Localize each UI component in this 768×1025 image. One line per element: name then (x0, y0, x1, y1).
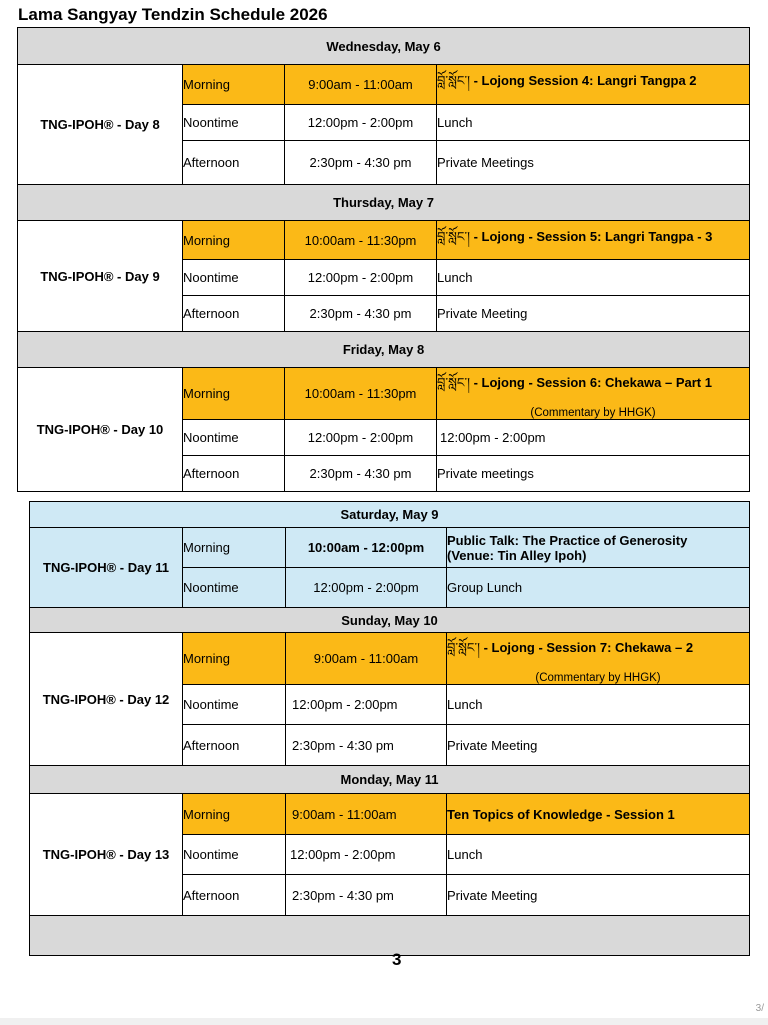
time-cell: 2:30pm - 4:30 pm (285, 456, 437, 492)
activity-cell: Lunch (447, 685, 750, 725)
activity-cell: Lunch (437, 260, 750, 296)
time-cell: 12:00pm - 2:00pm (285, 420, 437, 456)
activity-text: - Lojong Session 4: Langri Tangpa 2 (469, 73, 697, 88)
time-cell: 12:00pm - 2:00pm (286, 685, 447, 725)
activity-cell (447, 528, 750, 568)
activity-cell: Lunch (437, 105, 750, 141)
day-label: TNG-IPOH® - Day 12 (30, 633, 183, 766)
period-cell: Afternoon (183, 296, 285, 332)
day-header: Saturday, May 9 (30, 502, 750, 528)
schedule-table-2 (29, 501, 750, 956)
activity-cell (437, 368, 750, 420)
day-label: TNG-IPOH® - Day 13 (30, 794, 183, 916)
activity-cell (447, 633, 750, 685)
activity-subtext: (Commentary by HHGK) (535, 672, 661, 684)
time-cell: 9:00am - 11:00am (286, 794, 447, 835)
tibetan-text: བློ་སློང་། (437, 376, 470, 391)
period-cell: Noontime (183, 420, 285, 456)
schedule-table-1 (17, 27, 750, 492)
activity-cell: Private meetings (437, 456, 750, 492)
period-cell: Noontime (183, 568, 286, 608)
activity-cell (437, 221, 750, 260)
period-cell: Noontime (183, 105, 285, 141)
activity-text: - Lojong - Session 5: Langri Tangpa - 3 (469, 228, 713, 244)
period-cell: Afternoon (183, 141, 285, 185)
period-cell: Afternoon (183, 456, 285, 492)
activity-cell: Lunch (447, 835, 750, 875)
time-cell: 2:30pm - 4:30 pm (285, 141, 437, 185)
period-cell: Afternoon (183, 875, 286, 916)
activity-text: - Lojong - Session 7: Chekawa – 2 (479, 640, 694, 655)
time-cell: 2:30pm - 4:30 pm (285, 296, 437, 332)
activity-cell: Group Lunch (447, 568, 750, 608)
period-cell: Morning (183, 528, 286, 568)
activity-text-line2: (Venue: Tin Alley Ipoh) (447, 547, 587, 563)
activity-cell: Private Meeting (447, 725, 750, 766)
day-header: Thursday, May 7 (18, 185, 750, 221)
time-cell: 2:30pm - 4:30 pm (286, 875, 447, 916)
day-header: Friday, May 8 (18, 332, 750, 368)
activity-cell: Private Meetings (437, 141, 750, 185)
page-indicator: 3/ (755, 1003, 764, 1014)
period-cell: Morning (183, 65, 285, 105)
time-cell: 12:00pm - 2:00pm (285, 105, 437, 141)
activity-cell (437, 65, 750, 105)
day-label: TNG-IPOH® - Day 11 (30, 528, 183, 608)
activity-cell: 12:00pm - 2:00pm (437, 420, 750, 456)
time-cell: 9:00am - 11:00am (285, 65, 437, 105)
day-header: Sunday, May 10 (30, 608, 750, 633)
tibetan-text: བློ་སློང་། (447, 641, 480, 656)
time-cell: 2:30pm - 4:30 pm (286, 725, 447, 766)
time-cell: 12:00pm - 2:00pm (285, 260, 437, 296)
time-cell: 10:00am - 11:30pm (285, 368, 437, 420)
activity-text: Public Talk: The Practice of Generosity (447, 532, 688, 548)
page-number: 3 (392, 950, 402, 969)
time-cell: 10:00am - 11:30pm (285, 221, 437, 260)
activity-cell: Ten Topics of Knowledge - Session 1 (447, 794, 750, 835)
activity-cell: Private Meeting (447, 875, 750, 916)
tibetan-text: བློ་སློང་། (437, 74, 470, 89)
period-cell: Noontime (183, 685, 286, 725)
day-label: TNG-IPOH® - Day 8 (18, 65, 183, 185)
table-footer-band (30, 916, 750, 956)
tibetan-text: བློ་སློང་། (437, 229, 470, 245)
document-title: Lama Sangyay Tendzin Schedule 2026 (18, 5, 328, 24)
day-header: Wednesday, May 6 (18, 28, 750, 65)
period-cell: Morning (183, 633, 286, 685)
activity-text: - Lojong - Session 6: Chekawa – Part 1 (469, 375, 712, 390)
period-cell: Noontime (183, 835, 286, 875)
time-cell: 9:00am - 11:00am (286, 633, 447, 685)
day-label: TNG-IPOH® - Day 9 (18, 221, 183, 332)
time-cell: 10:00am - 12:00pm (286, 528, 447, 568)
period-cell: Noontime (183, 260, 285, 296)
day-label: TNG-IPOH® - Day 10 (18, 368, 183, 492)
time-cell: 12:00pm - 2:00pm (286, 835, 447, 875)
period-cell: Morning (183, 221, 285, 260)
activity-subtext: (Commentary by HHGK) (530, 407, 656, 419)
time-cell: 12:00pm - 2:00pm (286, 568, 447, 608)
period-cell: Morning (183, 368, 285, 420)
activity-cell: Private Meeting (437, 296, 750, 332)
period-cell: Afternoon (183, 725, 286, 766)
viewer-bottom-bar (0, 1018, 768, 1025)
day-header: Monday, May 11 (30, 766, 750, 794)
period-cell: Morning (183, 794, 286, 835)
